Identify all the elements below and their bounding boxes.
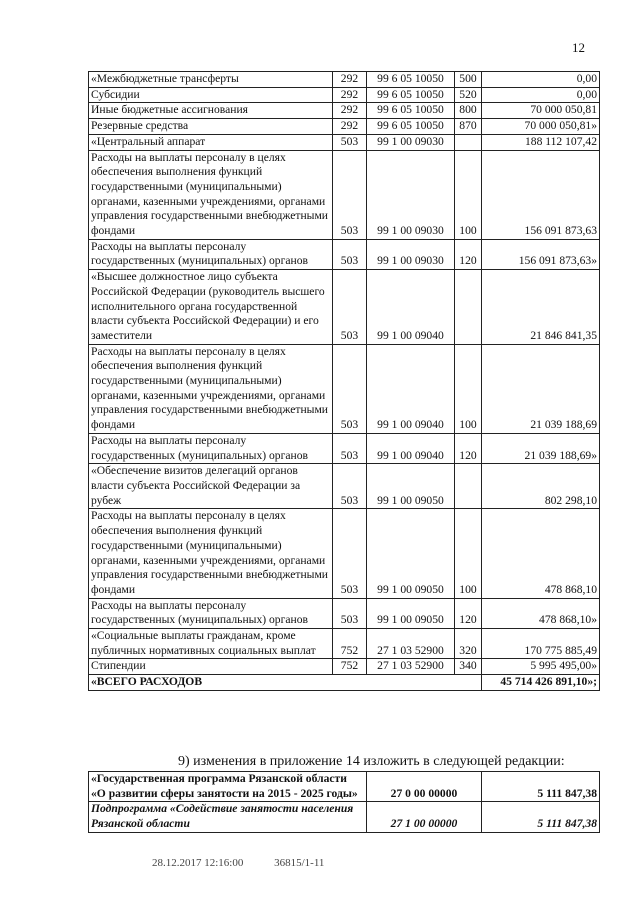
- row-vr-cell: 320: [455, 629, 482, 659]
- row-name-cell: «Обеспечение визитов делегаций органов власти субъекта Российской Федерации за рубеж: [89, 464, 333, 509]
- table-row: [89, 103, 600, 119]
- row-sum-cell: 170 775 885,49: [482, 629, 600, 659]
- total-sum: 45 714 426 891,10»;: [482, 675, 600, 691]
- row-ved-cell: 503: [333, 509, 367, 598]
- expenditure-table: [88, 71, 600, 691]
- row-ved-cell: 503: [333, 464, 367, 509]
- table-row: [89, 87, 600, 103]
- row-csr-cell: 99 1 00 09040: [367, 344, 455, 433]
- row-ved-cell: 503: [333, 134, 367, 150]
- row-vr-cell: [455, 464, 482, 509]
- row-sum-cell: 802 298,10: [482, 464, 600, 509]
- table-row: [89, 802, 600, 832]
- row-vr-cell: 120: [455, 433, 482, 463]
- row-sum-cell: 21 039 188,69: [482, 344, 600, 433]
- row-ved-cell: 503: [333, 344, 367, 433]
- row-sum-cell: 156 091 873,63»: [482, 239, 600, 269]
- row-csr-cell: 99 6 05 10050: [367, 103, 455, 119]
- row-sum-cell: 0,00: [482, 87, 600, 103]
- row-sum-cell: 0,00: [482, 72, 600, 88]
- table-row: [89, 270, 600, 345]
- table-row: [89, 344, 600, 433]
- table-row: [89, 239, 600, 269]
- row-name-cell: Резервные средства: [89, 119, 333, 135]
- total-row: [89, 675, 600, 691]
- row-ved-cell: 503: [333, 598, 367, 628]
- row-name-cell: Расходы на выплаты персоналу в целях обеспечения выполнения функций государственными (муниципальными) органами, казенными учреждениями, органами управления государственными внебюджетными фондами: [89, 509, 333, 598]
- row-vr-cell: [455, 270, 482, 345]
- row-csr-cell: 99 6 05 10050: [367, 119, 455, 135]
- program-code-cell: 27 1 00 00000: [367, 802, 482, 832]
- row-vr-cell: 800: [455, 103, 482, 119]
- row-ved-cell: 503: [333, 150, 367, 239]
- row-vr-cell: [455, 134, 482, 150]
- row-sum-cell: 5 995 495,00»: [482, 659, 600, 675]
- row-csr-cell: 99 6 05 10050: [367, 87, 455, 103]
- page-number: 12: [572, 40, 585, 55]
- table-row: [89, 150, 600, 239]
- annex-14-table: [88, 771, 600, 833]
- row-vr-cell: 520: [455, 87, 482, 103]
- row-ved-cell: 752: [333, 629, 367, 659]
- row-ved-cell: 292: [333, 87, 367, 103]
- row-sum-cell: 188 112 107,42: [482, 134, 600, 150]
- program-sum-cell: 5 111 847,38: [482, 802, 600, 832]
- row-ved-cell: 503: [333, 239, 367, 269]
- table-row: [89, 598, 600, 628]
- program-name-cell: Подпрограмма «Содействие занятости населения Рязанской области: [89, 802, 367, 832]
- total-label: «ВСЕГО РАСХОДОВ: [89, 675, 482, 691]
- row-name-cell: Расходы на выплаты персоналу государственных (муниципальных) органов: [89, 598, 333, 628]
- row-csr-cell: 99 1 00 09030: [367, 150, 455, 239]
- row-name-cell: «Центральный аппарат: [89, 134, 333, 150]
- row-csr-cell: 99 1 00 09030: [367, 239, 455, 269]
- table-row: [89, 629, 600, 659]
- row-name-cell: Расходы на выплаты персоналу государственных (муниципальных) органов: [89, 433, 333, 463]
- row-sum-cell: 21 039 188,69»: [482, 433, 600, 463]
- row-ved-cell: 292: [333, 103, 367, 119]
- row-name-cell: «Высшее должностное лицо субъекта Российской Федерации (руководитель высшего исполнительного органа государственной власти субъекта Российской Федерации) и его заместители: [89, 270, 333, 345]
- footer-doc-code: 36815/1-11: [274, 857, 325, 869]
- table-row: [89, 464, 600, 509]
- row-csr-cell: 99 1 00 09040: [367, 270, 455, 345]
- table-row: [89, 119, 600, 135]
- row-vr-cell: 100: [455, 150, 482, 239]
- row-sum-cell: 156 091 873,63: [482, 150, 600, 239]
- annex-amendment-text: 9) изменения в приложение 14 изложить в следующей редакции:: [178, 754, 565, 769]
- program-code-cell: 27 0 00 00000: [367, 772, 482, 802]
- table-row: [89, 659, 600, 675]
- row-vr-cell: 500: [455, 72, 482, 88]
- row-csr-cell: 99 6 05 10050: [367, 72, 455, 88]
- row-csr-cell: 99 1 00 09040: [367, 433, 455, 463]
- row-csr-cell: 99 1 00 09050: [367, 509, 455, 598]
- row-sum-cell: 21 846 841,35: [482, 270, 600, 345]
- row-sum-cell: 70 000 050,81»: [482, 119, 600, 135]
- row-name-cell: Расходы на выплаты персоналу в целях обеспечения выполнения функций государственными (муниципальными) органами, казенными учреждениями, органами управления государственными внебюджетными фондами: [89, 344, 333, 433]
- row-ved-cell: 752: [333, 659, 367, 675]
- row-name-cell: Субсидии: [89, 87, 333, 103]
- row-vr-cell: 340: [455, 659, 482, 675]
- row-name-cell: «Социальные выплаты гражданам, кроме публичных нормативных социальных выплат: [89, 629, 333, 659]
- table-row: [89, 772, 600, 802]
- table-row: [89, 433, 600, 463]
- row-sum-cell: 478 868,10: [482, 509, 600, 598]
- row-vr-cell: 100: [455, 509, 482, 598]
- row-vr-cell: 870: [455, 119, 482, 135]
- footer-datetime: 28.12.2017 12:16:00: [152, 857, 244, 869]
- row-csr-cell: 27 1 03 52900: [367, 659, 455, 675]
- row-name-cell: «Межбюджетные трансферты: [89, 72, 333, 88]
- row-vr-cell: 100: [455, 344, 482, 433]
- row-csr-cell: 99 1 00 09050: [367, 598, 455, 628]
- row-vr-cell: 120: [455, 239, 482, 269]
- row-name-cell: Расходы на выплаты персоналу в целях обеспечения выполнения функций государственными (муниципальными) органами, казенными учреждениями, органами управления государственными внебюджетными фондами: [89, 150, 333, 239]
- row-csr-cell: 99 1 00 09030: [367, 134, 455, 150]
- row-ved-cell: 503: [333, 433, 367, 463]
- row-csr-cell: 99 1 00 09050: [367, 464, 455, 509]
- table-row: [89, 134, 600, 150]
- table-row: [89, 509, 600, 598]
- row-name-cell: Иные бюджетные ассигнования: [89, 103, 333, 119]
- row-sum-cell: 70 000 050,81: [482, 103, 600, 119]
- row-csr-cell: 27 1 03 52900: [367, 629, 455, 659]
- program-name-cell: «Государственная программа Рязанской области «О развитии сферы занятости на 2015 - 2025 годы»: [89, 772, 367, 802]
- program-sum-cell: 5 111 847,38: [482, 772, 600, 802]
- footer: [152, 857, 352, 869]
- row-ved-cell: 292: [333, 119, 367, 135]
- row-ved-cell: 292: [333, 72, 367, 88]
- table-row: [89, 72, 600, 88]
- row-ved-cell: 503: [333, 270, 367, 345]
- row-vr-cell: 120: [455, 598, 482, 628]
- row-name-cell: Расходы на выплаты персоналу государственных (муниципальных) органов: [89, 239, 333, 269]
- row-name-cell: Стипендии: [89, 659, 333, 675]
- row-sum-cell: 478 868,10»: [482, 598, 600, 628]
